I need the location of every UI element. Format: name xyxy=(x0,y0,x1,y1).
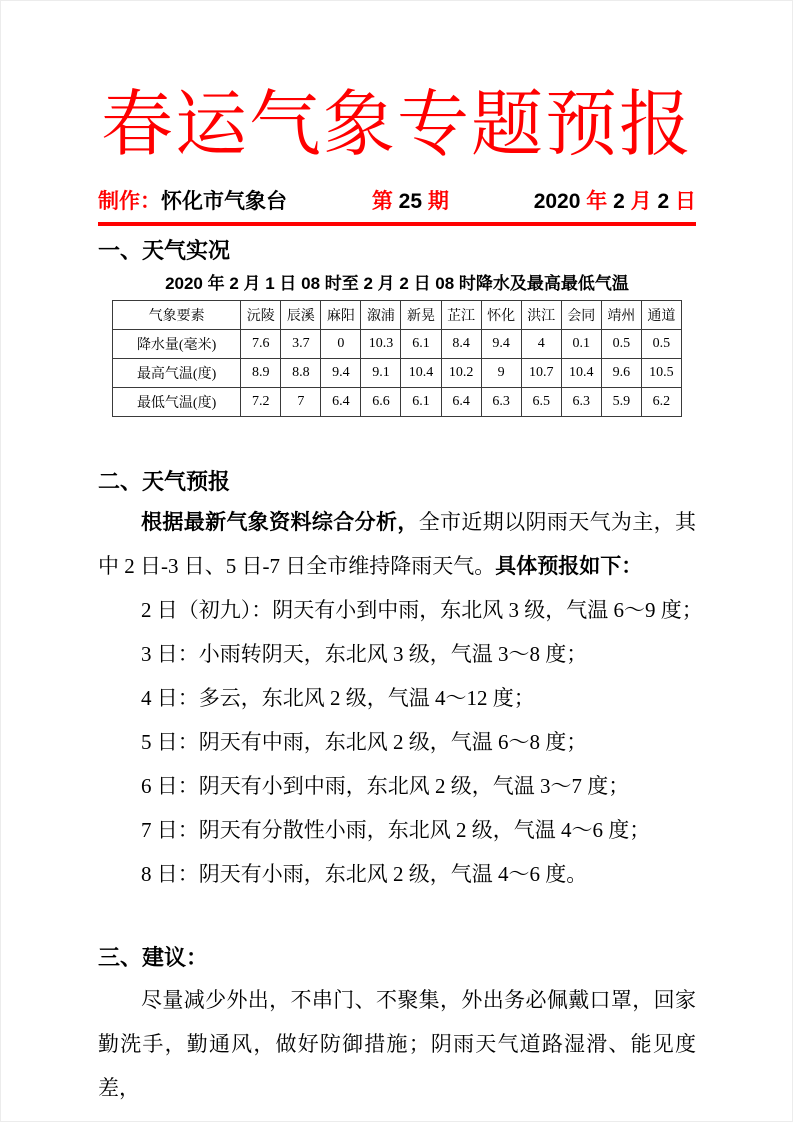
table-cell: 10.7 xyxy=(521,358,561,387)
column-header-station: 芷江 xyxy=(441,300,481,329)
table-cell: 6.1 xyxy=(401,329,441,358)
advice-text: 尽量减少外出，不串门、不聚集，外出务必佩戴口罩，回家勤洗手，勤通风，做好防御措施；阴雨天气道路湿滑、能见度差， xyxy=(98,987,696,1100)
byline xyxy=(98,189,696,214)
daily-forecast-line: 3 日：小雨转阴天，东北风 3 级，气温 3～8 度； xyxy=(141,642,588,667)
byline-segment: 年 xyxy=(580,189,614,213)
column-header-station: 洪江 xyxy=(521,300,561,329)
table-cell: 8.9 xyxy=(241,358,281,387)
byline-segment: 第 xyxy=(371,189,399,213)
daily-forecast-line: 4 日：多云，东北风 2 级，气温 4～12 度； xyxy=(141,686,535,711)
section-observation xyxy=(98,237,696,417)
table-cell: 6.4 xyxy=(441,387,481,416)
table-cell: 7.6 xyxy=(241,329,281,358)
table-cell: 0.5 xyxy=(641,329,681,358)
table-cell: 6.3 xyxy=(481,387,521,416)
daily-forecast-line: 6 日：阴天有小到中雨，东北风 2 级，气温 3～7 度； xyxy=(141,774,630,799)
row-label: 降水量(毫米) xyxy=(113,329,241,358)
column-header-station: 怀化 xyxy=(481,300,521,329)
byline-segment: 期 xyxy=(422,189,449,213)
forecast-intro xyxy=(98,500,696,588)
divider-rule xyxy=(98,222,696,226)
section-forecast xyxy=(98,468,703,897)
table-row xyxy=(113,358,682,387)
column-header-station: 辰溪 xyxy=(281,300,321,329)
table-cell: 3.7 xyxy=(281,329,321,358)
table-cell: 6.2 xyxy=(641,387,681,416)
table-cell: 9.4 xyxy=(321,358,361,387)
column-header-station: 靖州 xyxy=(601,300,641,329)
table-cell: 6.1 xyxy=(401,387,441,416)
weather-table-title: 2020 年 2 月 1 日 08 时至 2 月 2 日 08 时降水及最高最低气温 xyxy=(165,274,629,294)
column-header-station: 溆浦 xyxy=(361,300,401,329)
byline-segment: 日 xyxy=(669,189,696,213)
weather-table xyxy=(112,300,682,417)
table-cell: 9 xyxy=(481,358,521,387)
table-cell: 7 xyxy=(281,387,321,416)
table-cell: 6.3 xyxy=(561,387,601,416)
table-cell: 7.2 xyxy=(241,387,281,416)
table-cell: 9.4 xyxy=(481,329,521,358)
table-cell: 9.1 xyxy=(361,358,401,387)
table-cell: 0.5 xyxy=(601,329,641,358)
table-cell: 9.6 xyxy=(601,358,641,387)
byline-issue-number xyxy=(372,189,449,214)
byline-segment: 怀化市气象台 xyxy=(161,189,287,213)
table-cell: 8.4 xyxy=(441,329,481,358)
table-cell: 10.4 xyxy=(401,358,441,387)
daily-forecast-line: 7 日：阴天有分散性小雨，东北风 2 级，气温 4～6 度； xyxy=(141,818,651,843)
byline-segment: 月 xyxy=(624,189,658,213)
column-header-station: 会同 xyxy=(561,300,601,329)
table-cell: 8.8 xyxy=(281,358,321,387)
column-header-station: 通道 xyxy=(641,300,681,329)
forecast-intro-bold-tail: 具体预报如下： xyxy=(495,554,643,579)
byline-segment: 2020 xyxy=(533,189,581,213)
column-header-element: 气象要素 xyxy=(113,300,241,329)
table-row xyxy=(113,329,682,358)
row-label: 最低气温(度) xyxy=(113,387,241,416)
forecast-intro-regular: 全市近期以阴雨天气为主，其中 2 日-3 日、5 日-7 日全市维持降雨天气。 xyxy=(98,510,697,579)
table-cell: 6.4 xyxy=(321,387,361,416)
table-cell: 0.1 xyxy=(561,329,601,358)
byline-producer xyxy=(98,189,287,214)
table-cell: 6.6 xyxy=(361,387,401,416)
section-forecast-heading: 二、天气预报 xyxy=(98,468,231,494)
column-header-station: 沅陵 xyxy=(241,300,281,329)
table-cell: 10.2 xyxy=(441,358,481,387)
byline-segment: 25 xyxy=(398,189,423,213)
byline-date xyxy=(534,189,696,214)
table-cell: 10.4 xyxy=(561,358,601,387)
table-cell: 4 xyxy=(521,329,561,358)
daily-forecast-line: 2 日（初九）：阴天有小到中雨，东北风 3 级，气温 6～9 度； xyxy=(141,598,703,623)
column-header-station: 新晃 xyxy=(401,300,441,329)
section-advice xyxy=(98,944,696,1110)
table-cell: 5.9 xyxy=(601,387,641,416)
table-cell: 0 xyxy=(321,329,361,358)
daily-forecast-line: 5 日：阴天有中雨，东北风 2 级，气温 6～8 度； xyxy=(141,730,588,755)
table-header-row xyxy=(113,300,682,329)
byline-segment: 2 xyxy=(613,189,625,213)
row-label: 最高气温(度) xyxy=(113,358,241,387)
daily-forecast-line: 8 日：阴天有小雨，东北风 2 级，气温 4～6 度。 xyxy=(141,862,588,887)
section-advice-heading: 三、建议： xyxy=(98,945,209,971)
daily-forecast-list xyxy=(98,588,703,896)
page-title: 春运气象专题预报 xyxy=(100,85,693,165)
byline-segment: 2 xyxy=(657,189,670,213)
byline-segment: 制作： xyxy=(98,189,161,213)
table-cell: 6.5 xyxy=(521,387,561,416)
table-row xyxy=(113,387,682,416)
forecast-intro-bold-lead: 根据最新气象资料综合分析， xyxy=(141,510,419,535)
column-header-station: 麻阳 xyxy=(321,300,361,329)
section-observation-heading: 一、天气实况 xyxy=(98,237,231,263)
table-cell: 10.3 xyxy=(361,329,401,358)
table-cell: 10.5 xyxy=(641,358,681,387)
